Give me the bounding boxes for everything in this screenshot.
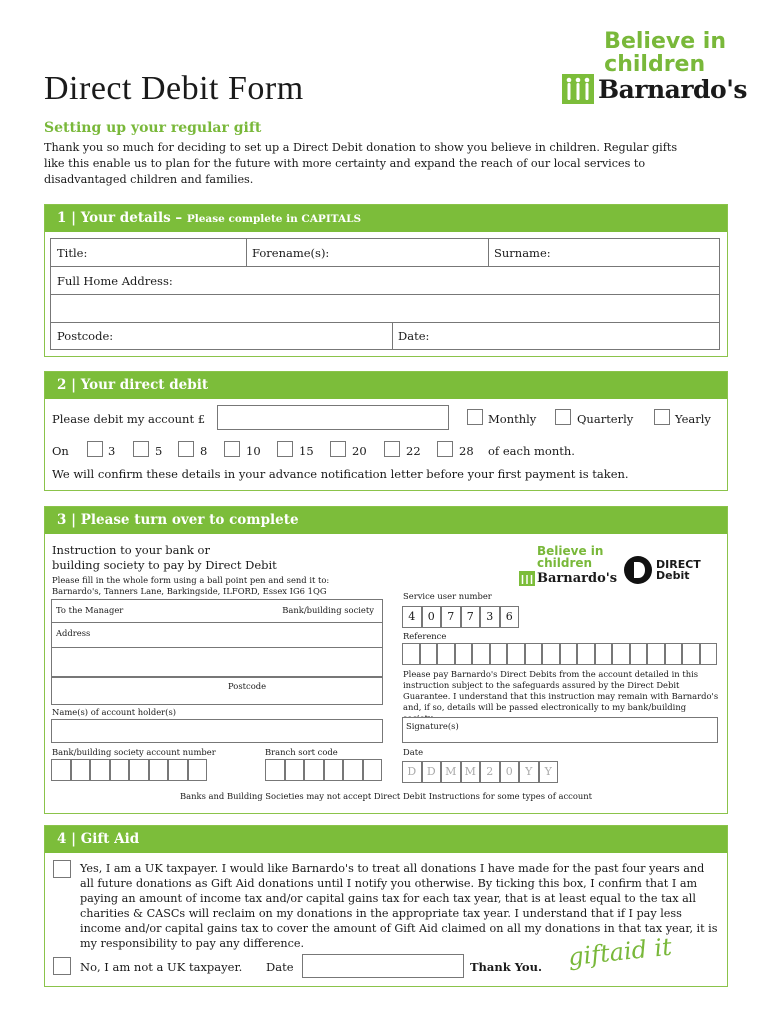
bank-details-box — [51, 599, 383, 677]
section-1-heading: 1 | Your details – — [57, 210, 183, 226]
section-1-header — [45, 205, 727, 232]
footnote: Banks and Building Societies may not accept Direct Debit Instructions for some types of account — [179, 791, 593, 801]
fill-note — [52, 575, 329, 597]
reference-cell[interactable] — [490, 643, 508, 665]
date-cell[interactable]: M — [461, 761, 481, 783]
days-suffix: of each month. — [488, 444, 575, 458]
confirm-note: We will confirm these details in your advance notification letter before your first payment is taken. — [52, 467, 629, 481]
gift-aid-yes-text: Yes, I am a UK taxpayer. I would like Barnardo's to treat all donations I have made for the past four years and all future donations as Gift Aid donations until I notify you otherwise. By ticking this box, I confirm that I am paying an amount of income tax and/or capital gains tax for each tax year, that is at least equal to the tax all charities & CASCs will reclaim on my donations in the appropriate tax year. I understand that if I pay less income and/or capital gains tax to cover the amount of Gift Aid claimed on all my donations in that tax year, it is my responsibility to pay any difference. — [80, 862, 718, 950]
section-3-heading: 3 | Please turn over to complete — [57, 512, 299, 528]
address-field-line-2[interactable] — [51, 295, 719, 323]
sort-code-cell[interactable] — [343, 759, 363, 781]
section-2-heading: 2 | Your direct debit — [57, 377, 209, 393]
service-user-number-cell[interactable]: 4 — [402, 606, 422, 628]
signature-field[interactable] — [402, 717, 718, 743]
account-number-cell[interactable] — [110, 759, 130, 781]
sort-code-label: Branch sort code — [265, 747, 338, 757]
date-label-3: Date — [403, 747, 424, 757]
date-label: Date: — [398, 329, 430, 343]
title-label: Title: — [57, 246, 88, 260]
fill-note-line-2: Barnardo's, Tanners Lane, Barkingside, ILFORD, Essex IG6 1QG — [52, 586, 327, 596]
account-number-cell[interactable] — [168, 759, 188, 781]
sort-code-cell[interactable] — [265, 759, 285, 781]
account-number-cell[interactable] — [129, 759, 149, 781]
section-direct-debit — [44, 371, 728, 491]
section-gift-aid — [44, 825, 728, 987]
bank-society-label: Bank/building society — [282, 605, 374, 615]
day-3-label: 3 — [108, 444, 116, 458]
monthly-checkbox[interactable] — [467, 409, 483, 425]
quarterly-checkbox[interactable] — [555, 409, 571, 425]
account-number-cell[interactable] — [71, 759, 91, 781]
small-tagline-1: Believe in — [537, 544, 604, 558]
fill-note-line-1: Please fill in the whole form using a ball point pen and send it to: — [52, 575, 330, 585]
service-user-number-cell[interactable]: 3 — [480, 606, 500, 628]
reference-cell[interactable] — [455, 643, 473, 665]
yearly-label: Yearly — [675, 412, 711, 426]
thank-you: Thank You. — [470, 960, 542, 974]
debit-label: Please debit my account £ — [52, 412, 206, 426]
sort-code-cell[interactable] — [304, 759, 324, 781]
tagline-line-2: children — [604, 52, 706, 77]
day-10-label: 10 — [246, 444, 261, 458]
reference-cell[interactable] — [665, 643, 683, 665]
account-holders-label: Name(s) of account holder(s) — [52, 707, 177, 717]
bank-address-label: Address — [56, 628, 91, 638]
day-22-label: 22 — [406, 444, 421, 458]
address-field-line-1[interactable] — [51, 267, 719, 295]
reference-cell[interactable] — [612, 643, 630, 665]
instruction-title — [52, 543, 277, 573]
day-28-label: 28 — [459, 444, 474, 458]
reference-cell[interactable] — [525, 643, 543, 665]
account-number-cell[interactable] — [188, 759, 208, 781]
yearly-checkbox[interactable] — [654, 409, 670, 425]
monthly-label: Monthly — [488, 412, 537, 426]
sort-code-cell[interactable] — [324, 759, 344, 781]
day-22-checkbox[interactable] — [384, 441, 400, 457]
date-cell[interactable]: 0 — [500, 761, 520, 783]
account-number-label: Bank/building society account number — [52, 747, 216, 757]
day-8-checkbox[interactable] — [178, 441, 194, 457]
gift-aid-date-input[interactable] — [302, 954, 464, 978]
reference-cell[interactable] — [682, 643, 700, 665]
day-8-label: 8 — [200, 444, 208, 458]
reference-cell[interactable] — [630, 643, 648, 665]
section-your-details — [44, 204, 728, 357]
page-title: Direct Debit Form — [44, 70, 304, 107]
children-icon-small — [519, 571, 535, 586]
direct-debit-icon — [623, 555, 653, 585]
gift-aid-no-checkbox[interactable] — [53, 957, 71, 975]
postcode-label: Postcode: — [57, 329, 114, 343]
section-turn-over — [44, 506, 728, 814]
service-user-number-cell[interactable]: 6 — [500, 606, 520, 628]
logo-tagline — [604, 30, 726, 76]
instruction-title-line-1: Instruction to your bank or — [52, 543, 210, 557]
date-field[interactable] — [393, 323, 719, 349]
gift-aid-yes-checkbox[interactable] — [53, 860, 71, 878]
barnardos-logo-small — [519, 545, 617, 586]
on-label: On — [52, 444, 69, 458]
reference-cell[interactable] — [577, 643, 595, 665]
intro-text: Thank you so much for deciding to set up a Direct Debit donation to show you believe in children. Regular gifts like this enable us to plan for the future with more certainty and expand the reach of our local services to disadvantaged children and families. — [44, 141, 678, 186]
section-3-header — [45, 507, 727, 534]
postcode-field[interactable] — [51, 323, 393, 349]
reference-cell[interactable] — [560, 643, 578, 665]
reference-cell[interactable] — [402, 643, 420, 665]
direct-debit-logo — [623, 555, 701, 585]
day-15-label: 15 — [299, 444, 314, 458]
quarterly-label: Quarterly — [577, 412, 634, 426]
forename-field[interactable] — [247, 239, 489, 267]
section-2-header — [45, 372, 727, 399]
to-manager-label: To the Manager — [56, 605, 124, 615]
reference-cell[interactable] — [472, 643, 490, 665]
small-brand-name: Barnardo's — [537, 571, 618, 586]
amount-input[interactable] — [217, 405, 449, 430]
day-15-checkbox[interactable] — [277, 441, 293, 457]
day-3-checkbox[interactable] — [87, 441, 103, 457]
service-user-number-label: Service user number — [403, 591, 492, 601]
details-table — [50, 238, 720, 350]
reference-cell[interactable] — [595, 643, 613, 665]
account-number-cell[interactable] — [51, 759, 71, 781]
bank-postcode-label: Postcode — [228, 681, 267, 691]
barnardos-logo — [562, 74, 747, 104]
date-cell[interactable]: Y — [519, 761, 539, 783]
to-manager-field[interactable] — [52, 600, 382, 623]
reference-cell[interactable] — [647, 643, 665, 665]
reference-cell[interactable] — [437, 643, 455, 665]
reference-cell[interactable] — [420, 643, 438, 665]
section-1-note: Please complete in CAPITALS — [186, 213, 362, 225]
instruction-text: Please pay Barnardo's Direct Debits from the account detailed in this instruction subject to the safeguards assured by the Direct Debit Guarantee. I understand that this instruction may remain with Barnardo's and, if so, details will be passed electronically to my bank/building — [403, 669, 719, 712]
day-5-label: 5 — [155, 444, 163, 458]
service-user-number-cell[interactable]: 0 — [422, 606, 442, 628]
service-user-number-cell[interactable]: 7 — [461, 606, 481, 628]
date-cell[interactable]: 2 — [480, 761, 500, 783]
account-number-cell[interactable] — [149, 759, 169, 781]
account-number-cell[interactable] — [90, 759, 110, 781]
section-4-heading: 4 | Gift Aid — [57, 831, 140, 847]
small-tagline-2: children — [537, 556, 593, 570]
title-field[interactable] — [51, 239, 247, 267]
day-10-checkbox[interactable] — [224, 441, 240, 457]
brand-name: Barnardo's — [598, 74, 747, 104]
day-5-checkbox[interactable] — [133, 441, 149, 457]
day-28-checkbox[interactable] — [437, 441, 453, 457]
bank-postcode-field[interactable] — [51, 677, 383, 705]
dd-logo-line-1: DIRECT — [656, 558, 701, 571]
sort-code-cell[interactable] — [363, 759, 383, 781]
instruction-title-line-2: building society to pay by Direct Debit — [52, 558, 277, 572]
bank-address-line-1[interactable] — [52, 623, 382, 648]
section-4-header — [45, 826, 727, 853]
account-holders-input[interactable] — [51, 719, 383, 743]
surname-label: Surname: — [494, 246, 551, 260]
reference-label: Reference — [403, 631, 447, 641]
reference-cell[interactable] — [542, 643, 560, 665]
date-cell[interactable]: D — [422, 761, 442, 783]
signature-label: Signature(s) — [406, 721, 459, 731]
bank-address-line-2[interactable] — [52, 648, 382, 676]
date-cell[interactable]: D — [402, 761, 422, 783]
subheading: Setting up your regular gift — [44, 120, 262, 136]
reference-cell[interactable] — [700, 643, 718, 665]
children-icon — [562, 74, 594, 104]
gift-aid-date-label: Date — [266, 960, 294, 974]
giftaid-logo: giftaid it — [566, 932, 674, 972]
surname-field[interactable] — [489, 239, 719, 267]
date-cell[interactable]: Y — [539, 761, 559, 783]
sort-code-cell[interactable] — [285, 759, 305, 781]
dd-logo-line-2: Debit — [656, 569, 690, 582]
address-label: Full Home Address: — [57, 274, 173, 288]
gift-aid-no-text: No, I am not a UK taxpayer. — [80, 960, 243, 974]
date-cell[interactable]: M — [441, 761, 461, 783]
day-20-label: 20 — [352, 444, 367, 458]
forename-label: Forename(s): — [252, 246, 330, 260]
service-user-number-cell[interactable]: 7 — [441, 606, 461, 628]
day-20-checkbox[interactable] — [330, 441, 346, 457]
tagline-line-1: Believe in — [604, 29, 726, 54]
reference-cell[interactable] — [507, 643, 525, 665]
